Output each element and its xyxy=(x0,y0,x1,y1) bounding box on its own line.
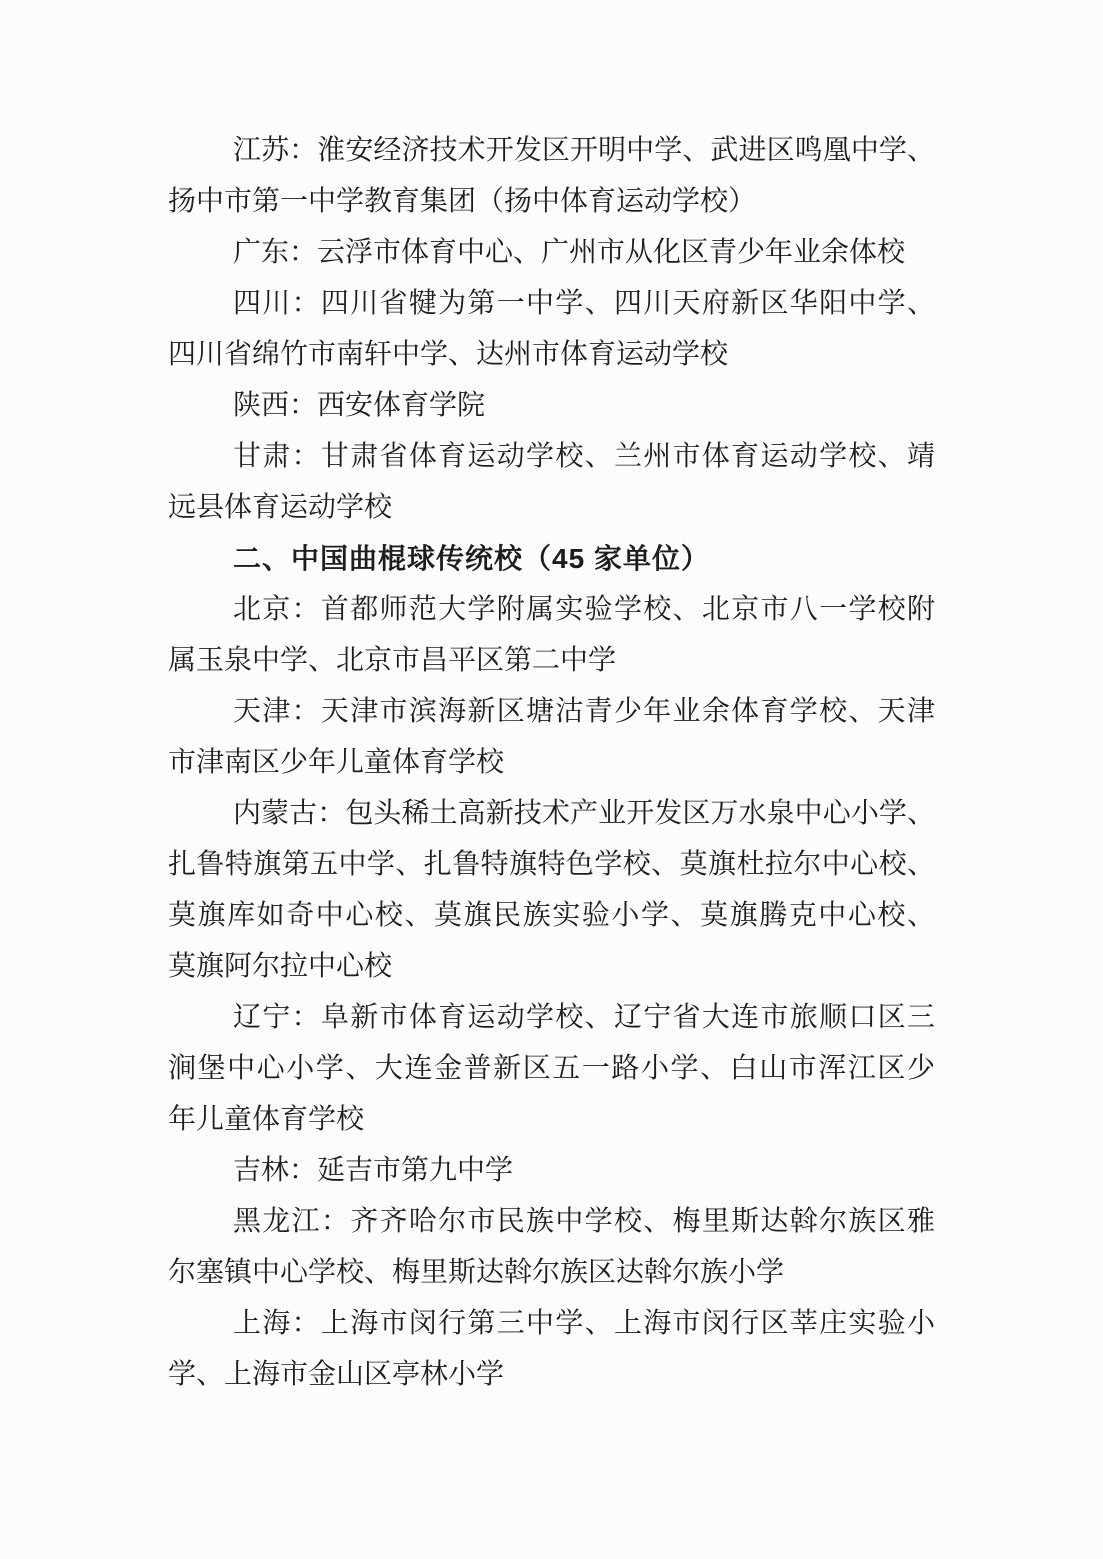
text-line: 莫旗阿尔拉中心校 xyxy=(168,951,393,982)
text-line: 市津南区少年儿童体育学校 xyxy=(168,747,505,778)
text-line: 内蒙古：包头稀土高新技术产业开发区万水泉中心小学、 xyxy=(233,798,935,829)
section-heading: 二、中国曲棍球传统校（45 家单位） xyxy=(233,543,710,574)
text-line: 属玉泉中学、北京市昌平区第二中学 xyxy=(168,645,617,676)
text-line: 远县体育运动学校 xyxy=(168,492,393,523)
text-line: 莫旗库如奇中心校、莫旗民族实验小学、莫旗腾克中心校、 xyxy=(168,900,935,931)
text-line: 学、上海市金山区亭林小学 xyxy=(168,1359,505,1390)
text-line: 江苏：淮安经济技术开发区开明中学、武进区鸣凰中学、 xyxy=(233,135,935,166)
text-line: 扬中市第一中学教育集团（扬中体育运动学校） xyxy=(168,186,757,217)
text-line: 广东：云浮市体育中心、广州市从化区青少年业余体校 xyxy=(233,237,906,268)
text-line: 陕西：西安体育学院 xyxy=(233,390,486,421)
text-line: 辽宁：阜新市体育运动学校、辽宁省大连市旅顺口区三 xyxy=(233,1002,935,1033)
document-body xyxy=(168,125,935,1400)
text-line: 天津：天津市滨海新区塘沽青少年业余体育学校、天津 xyxy=(233,696,935,727)
text-line: 北京：首都师范大学附属实验学校、北京市八一学校附 xyxy=(233,594,935,625)
text-line: 上海：上海市闵行第三中学、上海市闵行区莘庄实验小 xyxy=(233,1308,935,1339)
text-line: 甘肃：甘肃省体育运动学校、兰州市体育运动学校、靖 xyxy=(233,441,935,472)
text-line: 扎鲁特旗第五中学、扎鲁特旗特色学校、莫旗杜拉尔中心校、 xyxy=(168,849,935,880)
text-line: 涧堡中心小学、大连金普新区五一路小学、白山市浑江区少 xyxy=(168,1053,935,1084)
text-line: 尔塞镇中心学校、梅里斯达斡尔族区达斡尔族小学 xyxy=(168,1257,785,1288)
text-line: 黑龙江：齐齐哈尔市民族中学校、梅里斯达斡尔族区雅 xyxy=(233,1206,935,1237)
text-line: 四川：四川省犍为第一中学、四川天府新区华阳中学、 xyxy=(233,288,935,319)
text-line: 年儿童体育学校 xyxy=(168,1104,365,1135)
text-line: 四川省绵竹市南轩中学、达州市体育运动学校 xyxy=(168,339,729,370)
text-line: 吉林：延吉市第九中学 xyxy=(233,1155,514,1186)
